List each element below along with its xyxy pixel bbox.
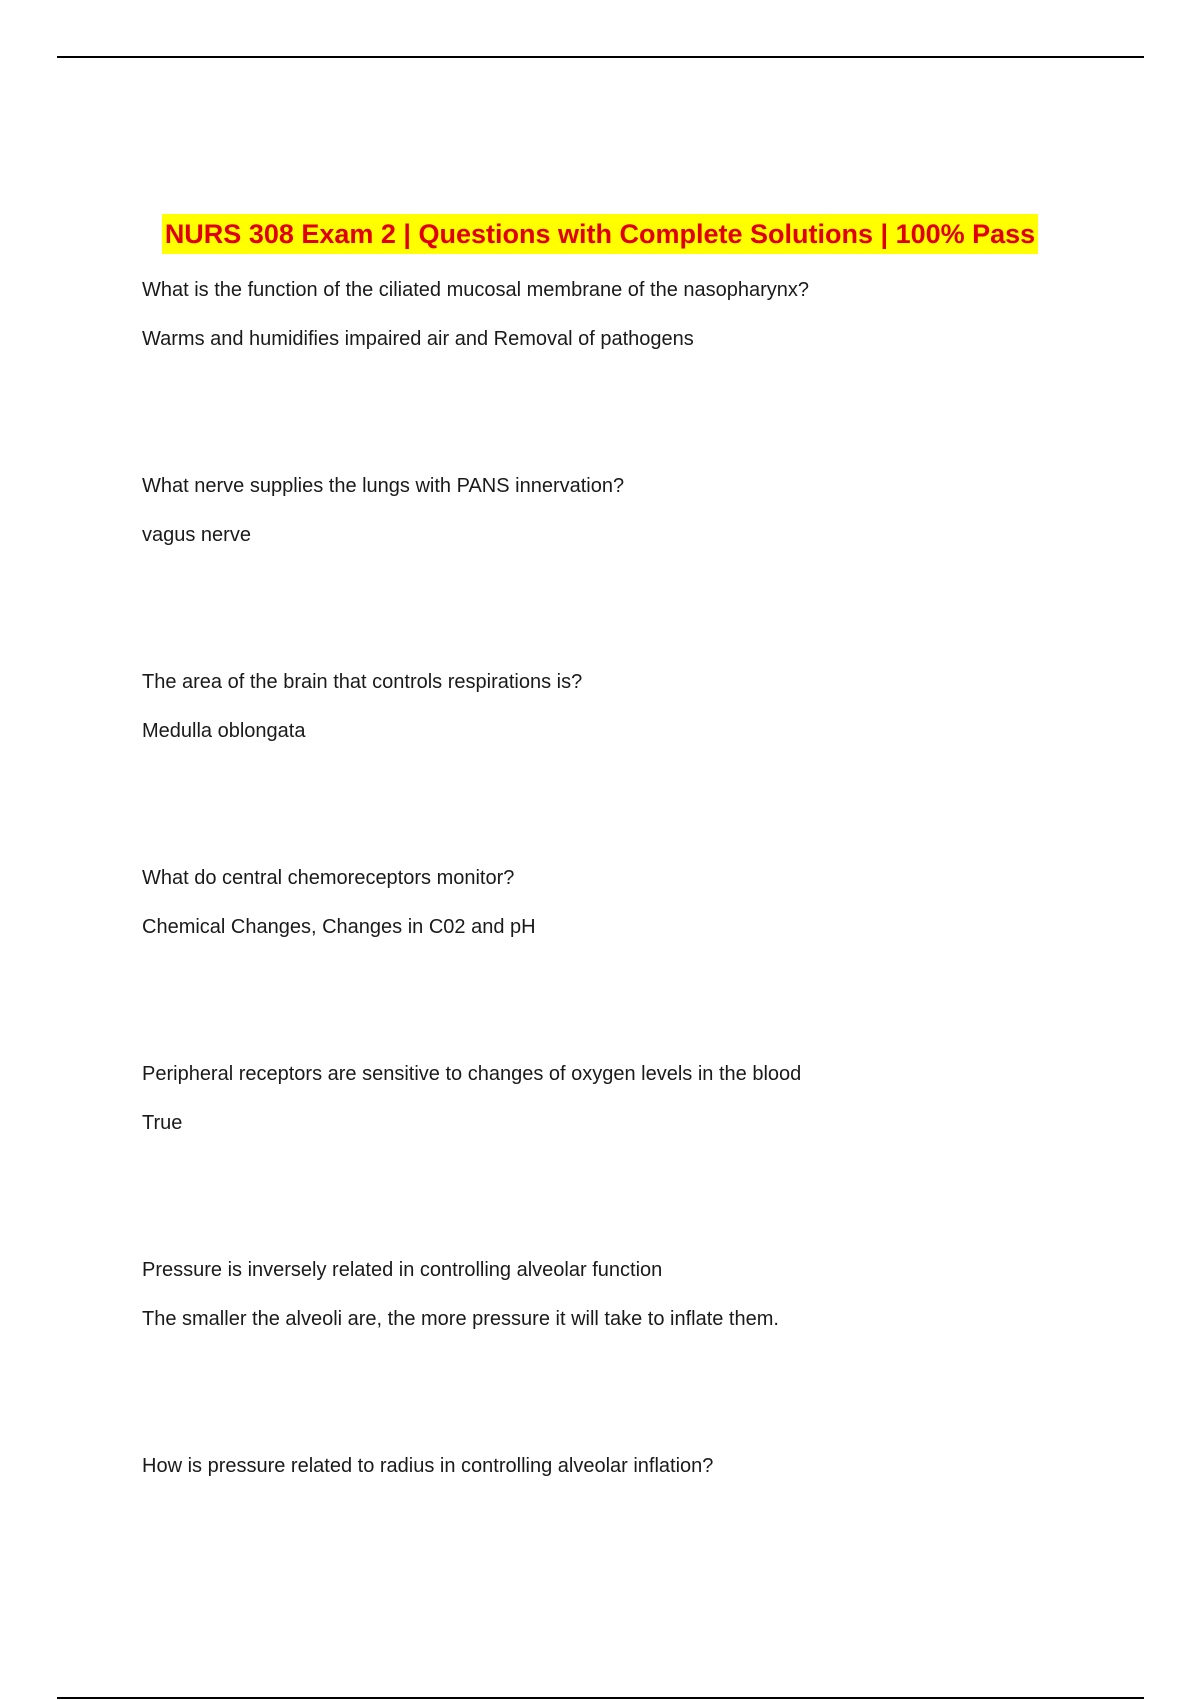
- question-text: What is the function of the ciliated mucosal membrane of the nasopharynx?: [142, 279, 810, 301]
- answer-text: Chemical Changes, Changes in C02 and pH: [142, 916, 536, 938]
- document-title: NURS 308 Exam 2 | Questions with Complete Solutions | 100% Pass: [162, 214, 1038, 254]
- answer-text: The smaller the alveoli are, the more pressure it will take to inflate them.: [142, 1308, 779, 1330]
- question-text: Peripheral receptors are sensitive to changes of oxygen levels in the blood: [142, 1063, 802, 1085]
- question-text: What nerve supplies the lungs with PANS innervation?: [142, 475, 625, 497]
- qa-item: [142, 1257, 1142, 1332]
- qa-item: [142, 669, 1142, 744]
- header-rule: [57, 56, 1144, 58]
- qa-item: [142, 865, 1142, 940]
- footer-rule: [57, 1697, 1144, 1699]
- qa-item: [142, 1061, 1142, 1136]
- question-text: How is pressure related to radius in controlling alveolar inflation?: [142, 1455, 714, 1477]
- question-text: Pressure is inversely related in controlling alveolar function: [142, 1259, 663, 1281]
- answer-text: Warms and humidifies impaired air and Removal of pathogens: [142, 328, 694, 350]
- question-text: The area of the brain that controls respirations is?: [142, 671, 583, 693]
- answer-text: True: [142, 1112, 183, 1134]
- qa-item: [142, 473, 1142, 548]
- qa-item: [142, 277, 1142, 352]
- answer-text: Medulla oblongata: [142, 720, 306, 742]
- answer-text: vagus nerve: [142, 524, 251, 546]
- question-text: What do central chemoreceptors monitor?: [142, 867, 515, 889]
- qa-item: [142, 1453, 1142, 1479]
- title-container: [0, 214, 1200, 254]
